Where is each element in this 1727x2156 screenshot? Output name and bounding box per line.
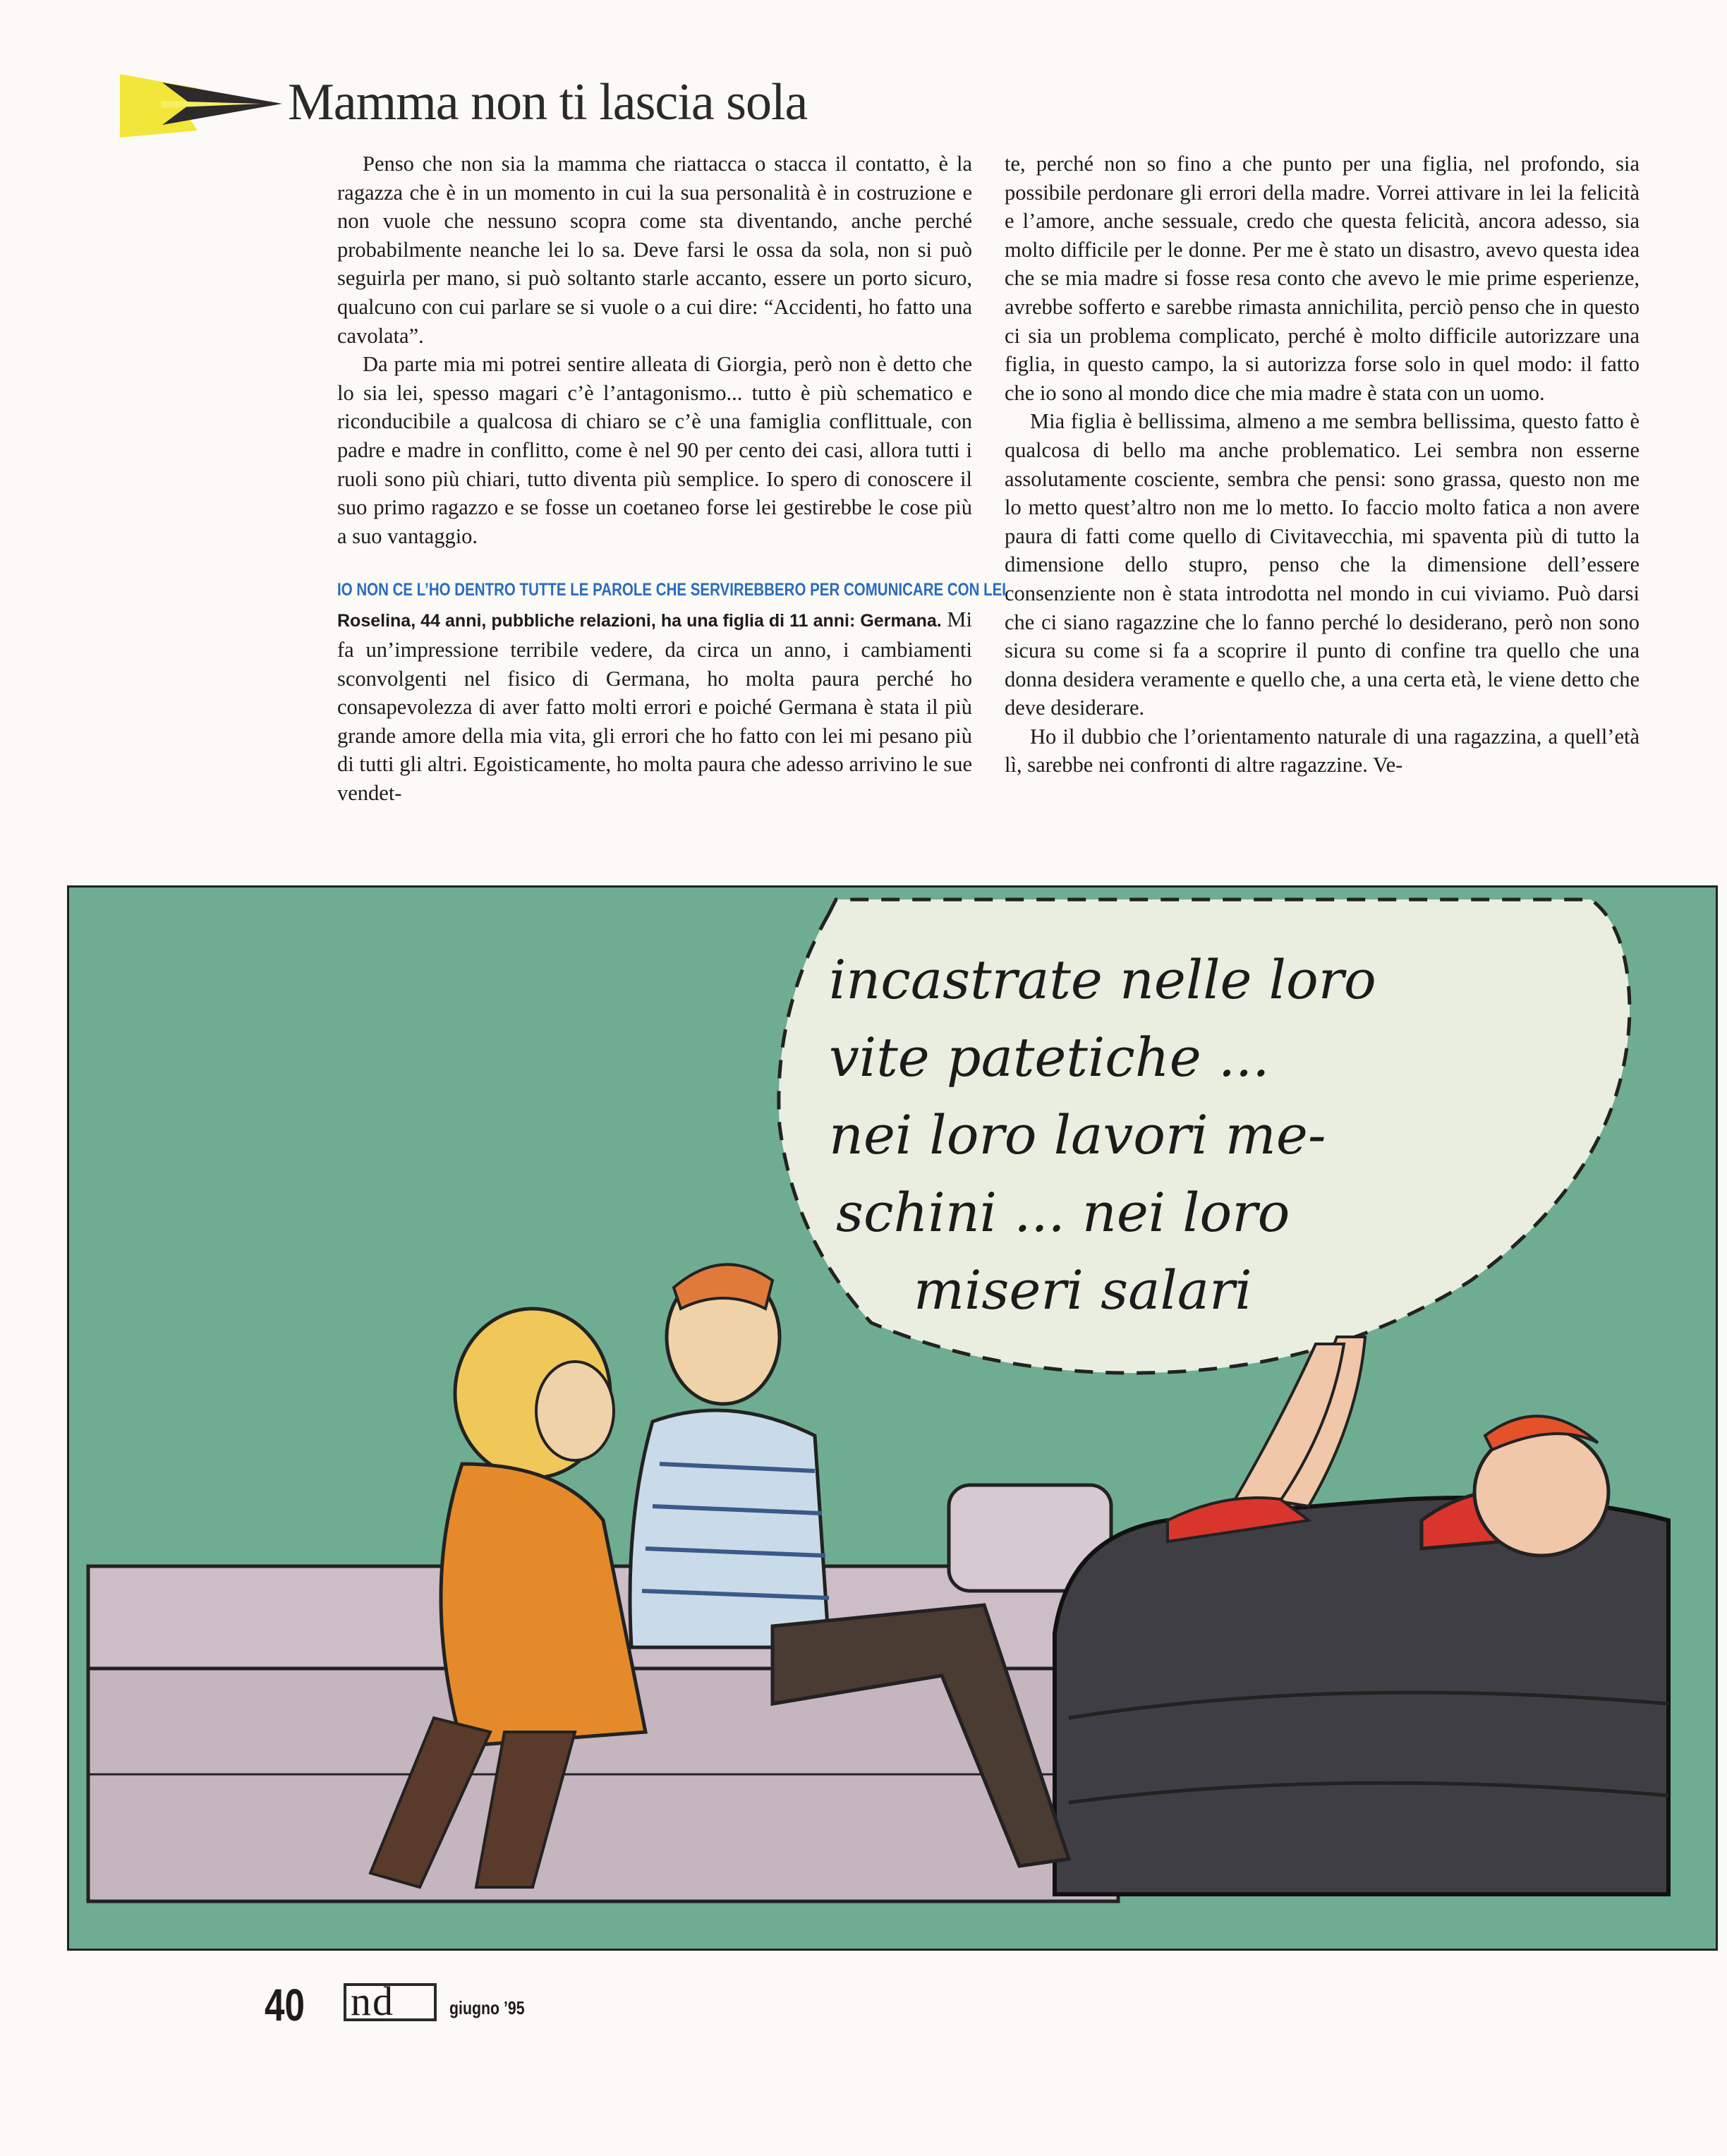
issue-date: giugno ’95 <box>449 1997 525 2018</box>
text-column-right <box>1005 150 1640 780</box>
paragraph: te, perché non so fino a che punto per una figlia, nel profondo, sia possibile perdonare gli errori della madre. Vorrei attivare in lei la felicità e l’amore, anche sessuale, credo che questa felicità, ancora adesso, sia molto difficile per le donne. Per me è stato un disastro, avevo questa idea che se mia madre si fosse resa conto che avevo le mie prime esperienze, avrebbe sofferto e sarebbe rimasta annichilita, perciò penso che in questo ci sia un problema complicato, perché è molto difficile autorizzare una figlia, in questo campo, la si autorizza forse solo in quel modo: il fatto che io sono al mondo dice che mia madre è stata con un uomo. <box>1005 152 1640 405</box>
paragraph: Ho il dubbio che l’orientamento naturale di una ragazzina, a quell’età lì, sarebbe nei confronti di altre ragazzine. Ve- <box>1005 724 1640 777</box>
interview-paragraph <box>337 605 972 807</box>
cartoon-illustration <box>67 885 1718 1951</box>
bubble-line: incastrate nelle loro <box>829 948 1376 1011</box>
speaker-intro: Roselina, 44 anni, pubbliche relazioni, ha una figlia di 11 anni: Germana. <box>337 611 942 631</box>
arrow-icon <box>120 67 289 145</box>
paragraph: Penso che non sia la mamma che riattacca o stacca il contatto, è la ragazza che è in un momento in cui la sua personalità è in costruzione e non vuole che nessuno scopra come sta diventando, anche perché probabilmente neanche lei lo sa. Deve farsi le ossa da sola, non si può seguirla per mano, si può soltanto starle accanto, essere un porto sicuro, qualcuno con cui parlare se si vuole o a cui dire: “Accidenti, ho fatto una cavolata”. <box>337 152 972 348</box>
bubble-line: miseri salari <box>914 1259 1252 1321</box>
section-subheading: IO NON CE L’HO DENTRO TUTTE LE PAROLE CHE SERVIREBBERO PER COMUNICARE CON LEI <box>337 580 1007 600</box>
paragraph: Mia figlia è bellissima, almeno a me sembra bellissima, questo fatto è qualcosa di bello ma anche problematico. Lei sembra non esserne assolutamente cosciente, sembra che pensi: sono grassa, questo non me lo metto quest’altro non me lo metto. Io faccio molto fatica a non avere paura di fatti come quello di Civitavecchia, mi spaventa più di tutto la dimensione dello stupro, penso che la dimensione dell’essere consenziente non è stata introdotta nel mondo in cui viviamo. Può darsi che ci siano ragazzine che lo fanno perché lo desiderano, però non sono sicura su come si fa a scoprire il punto di confine tra quello che una donna desidera veramente e quello che, a una certa età, le viene detto che deve desiderare. <box>1005 409 1640 720</box>
magazine-logo: nd <box>351 1978 394 2024</box>
page-number: 40 <box>265 1980 305 2030</box>
article-header <box>120 67 966 145</box>
interview-text: Mi fa un’impressione terribile vedere, da circa un anno, i cambiamenti sconvolgenti nel fisico di Germana, ho molta paura perché ho consapevolezza di aver fatto molti errori e poiché Germana è stata il più grande amore della mia vita, gli errori che ho fatto con lei mi pesano più di tutti gli altri. Egoisticamente, ho molta paura che adesso arrivino le sue vendet- <box>337 607 973 805</box>
bubble-line: vite patetiche ... <box>829 1026 1270 1089</box>
bubble-line: schini ... nei loro <box>836 1181 1290 1244</box>
paragraph: Da parte mia mi potrei sentire alleata di Giorgia, però non è detto che lo sia lei, spesso magari c’è l’antagonismo... tutto è più schematico e riconducibile a qualcosa di chiaro se c’è una famiglia conflittuale, con padre e madre in conflitto, come è nel 90 per cento dei casi, allora tutti i ruoli sono più chiari, tutto diventa più semplice. Io spero di conoscere il suo primo ragazzo e se fosse un coetaneo forse lei gestirebbe le cose più a suo vantaggio. <box>337 352 972 548</box>
text-column-left <box>337 150 1007 807</box>
bubble-line: nei loro lavori me- <box>829 1103 1326 1166</box>
article-title: Mamma non ti lascia sola <box>288 73 808 131</box>
